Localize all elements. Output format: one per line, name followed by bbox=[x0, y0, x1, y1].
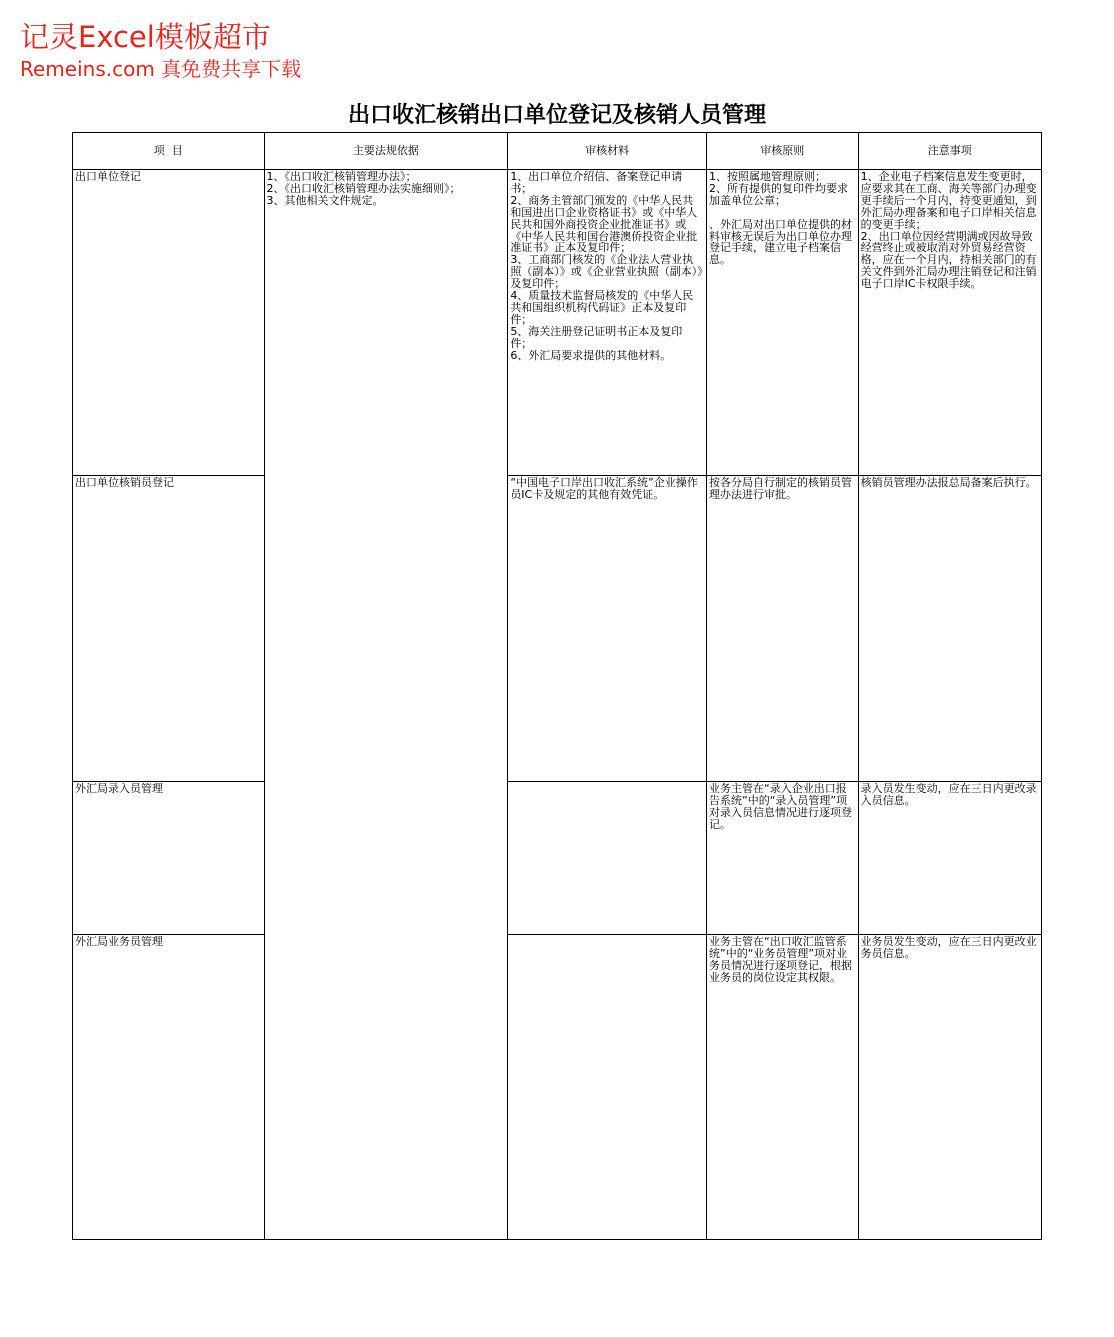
table-row bbox=[73, 170, 1042, 476]
item-cell[interactable]: 出口单位核销员登记 bbox=[73, 476, 265, 782]
header-notes[interactable]: 注意事项 bbox=[858, 133, 1041, 170]
principles-cell[interactable]: 按各分局自行制定的核销员管理办法进行审批。 bbox=[707, 476, 859, 782]
principles-cell[interactable]: 业务主管在“出口收汇监管系统”中的“业务员管理”项对业务员情况进行逐项登记，根据业务员的岗位设定其权限。 bbox=[707, 935, 859, 1240]
notes-cell[interactable]: 业务员发生变动，应在三日内更改业务员信息。 bbox=[858, 935, 1041, 1240]
watermark-subtitle: Remeins.com 真免费共享下载 bbox=[20, 57, 302, 81]
item-cell[interactable]: 出口单位登记 bbox=[73, 170, 265, 476]
principles-cell[interactable]: 业务主管在“录入企业出口报告系统”中的“录入员管理”项对录入员信息情况进行逐项登记。 bbox=[707, 782, 859, 935]
materials-cell[interactable]: “中国电子口岸出口收汇系统”企业操作员IC卡及规定的其他有效凭证。 bbox=[508, 476, 707, 782]
header-materials[interactable]: 审核材料 bbox=[508, 133, 707, 170]
notes-cell[interactable]: 1、企业电子档案信息发生变更时，应要求其在工商、海关等部门办理变更手续后一个月内，持变更通知，到外汇局办理备案和电子口岸相关信息的变更手续； 2、出口单位因经营期满或因故导致经营终止或被取消对外贸易经营资格，应在一个月内，持相关部门的有关文件到外汇局办理注销登记和注销电子口岸IC卡权限手续。 bbox=[858, 170, 1041, 476]
notes-cell[interactable]: 录入员发生变动，应在三日内更改录入员信息。 bbox=[858, 782, 1041, 935]
materials-cell[interactable]: 1、出口单位介绍信、备案登记申请书； 2、商务主管部门颁发的《中华人民共和国进出口企业资格证书》或《中华人民共和国外商投资企业批准证书》或《中华人民共和国台港澳侨投资企业批准证书》正本及复印件； 3、工商部门核发的《企业法人营业执照（副本）》或《企业营业执照（副本）》及复印件； 4、质量技术监督局核发的《中华人民共和国组织机构代码证》正本及复印件； 5、海关注册登记证明书正本及复印件； 6、外汇局要求提供的其他材料。 bbox=[508, 170, 707, 476]
watermark-title: 记灵Excel模板超市 bbox=[20, 20, 271, 54]
basis-cell[interactable]: 1、《出口收汇核销管理办法》； 2、《出口收汇核销管理办法实施细则》； 3、其他相关文件规定。 bbox=[264, 170, 508, 1240]
management-table bbox=[72, 132, 1042, 1240]
notes-cell[interactable]: 核销员管理办法报总局备案后执行。 bbox=[858, 476, 1041, 782]
page-title: 出口收汇核销出口单位登记及核销人员管理 bbox=[347, 102, 766, 128]
header-basis[interactable]: 主要法规依据 bbox=[264, 133, 508, 170]
header-principles[interactable]: 审核原则 bbox=[707, 133, 859, 170]
materials-cell[interactable] bbox=[508, 935, 707, 1240]
header-row bbox=[73, 133, 1042, 170]
item-cell[interactable]: 外汇局业务员管理 bbox=[73, 935, 265, 1240]
watermark-logo bbox=[20, 18, 301, 82]
table-row bbox=[73, 782, 1042, 935]
item-cell[interactable]: 外汇局录入员管理 bbox=[73, 782, 265, 935]
materials-cell[interactable] bbox=[508, 782, 707, 935]
principles-cell[interactable]: 1、按照属地管理原则； 2、所有提供的复印件均要求加盖单位公章； 、外汇局对出口单位提供的材料审核无误后为出口单位办理登记手续，建立电子档案信息。 bbox=[707, 170, 859, 476]
table-row bbox=[73, 935, 1042, 1240]
table-row bbox=[73, 476, 1042, 782]
header-item[interactable]: 项 目 bbox=[73, 133, 265, 170]
